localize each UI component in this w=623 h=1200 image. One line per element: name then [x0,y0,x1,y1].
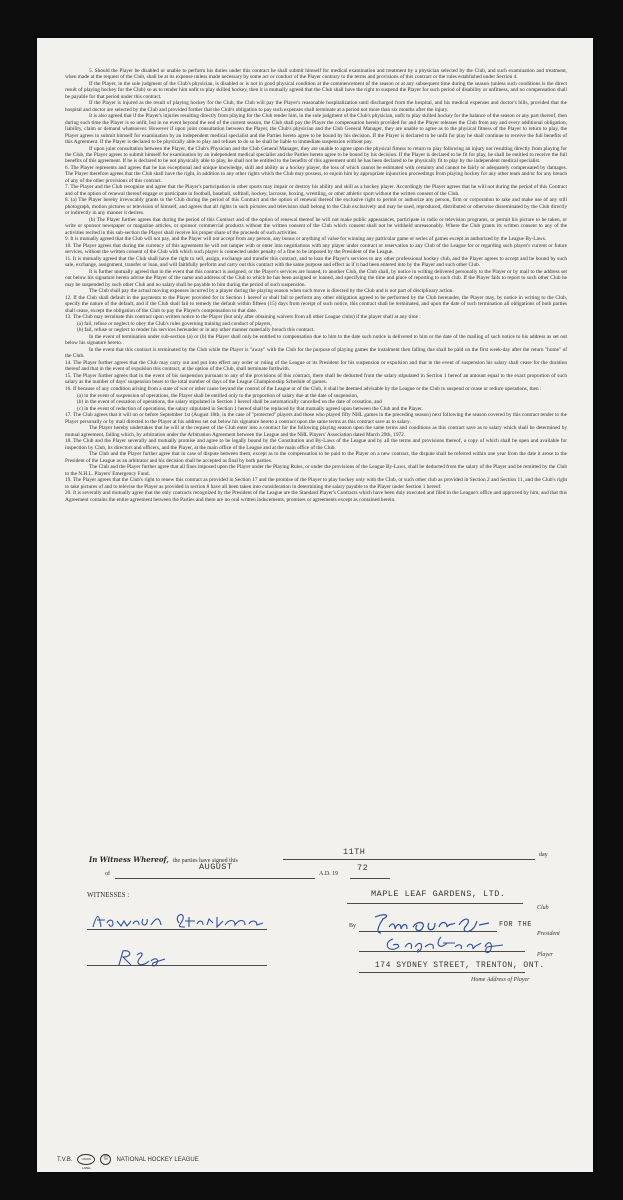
clause-paragraph: 6. The Player represents and agrees that he has exceptional and unique knowledge, skill and ability as a hockey player, the loss of which cannot be estimated with certainty and cannot be fairly or adequately compensated by damages. The Player therefore agrees that the Club shall have the right, in addition to any other rights which the Club may possess, to enjoin him by appropriate injunction proceedings from playing hockey for any other team and/or for any breach of any of the other provisions of this contract. [65,165,567,184]
president-label: President [537,931,560,937]
clause-paragraph: 12. If the Club shall default in the payments to the Player provided for in Section 1 hereof or shall fail to perform any other obligation agreed to be performed by the Club hereunder, the Player may, by notice in writing to the Club, specify the nature of the default, and if the Club shall fail to remedy the default within fifteen (15) days from receipt of such notice, this contract shall be terminated, and upon the date of such termination all obligations of both parties shall cease, except the obligation of the Club to pay the Player's compensation to that date. [65,294,567,314]
month-value: AUGUST [199,862,233,872]
witness-signature-2 [115,947,175,969]
clause-paragraph: (b) fail, refuse or neglect to render his services hereunder or in any other manner materially breach this contract. [77,327,315,334]
clause-paragraph: 13. The Club may terminate this contract upon written notice to the Player (but only after obtaining waivers from all other League clubs) if the player shall at any time : [65,314,421,321]
witness-signature-2-stroke [115,947,175,969]
ad-label: A.D. 19 [319,871,339,877]
year-value: 72 [357,863,369,873]
witness-signature-1 [89,909,269,931]
address-label: Home Address of Player [471,977,530,983]
witnesses-label: WITNESSES : [87,891,130,899]
contract-page [37,38,593,1172]
day-line [283,859,535,860]
by-label: By [349,923,357,929]
club-line [347,903,523,904]
player-signature [383,933,513,955]
year-line [350,878,390,879]
signature-block [65,837,567,1137]
copyright-icon: © [100,1154,111,1165]
address-line [359,972,525,973]
clause-paragraph: (a) fail, refuse or neglect to obey the Club's rules governing training and conduct of players, [77,320,272,327]
clause-paragraph: If the Player, in the sole judgment of the Club's physician, is disabled or is not in good physical condition at the commencement of the season or at any subsequent time during the season (unless such conditions is the direct result of playing hockey for the Club) so as to render him unfit to play skilled hockey, then it is mutually agreed that the Club shall have the right to suspend the Player for such period of disability or unfitness, and no compensation shall be payable for that period under this contract. [65,81,567,100]
clause-paragraph: 17. The Club agrees that it will on or before September 1st (August 10th, in the case of "protected" players and those who played fifty NHL games in the preceding season) next following the season covered by this contract tender to the Player personally or by mail directed to the Player at his address set out below his signature hereto a contract upon the same terms as this contract save as to salary. [65,412,567,425]
clause-paragraph: In the event that this contract is terminated by the Club while the Player is "away" with the Club for the purpose of playing games the instalment then falling due shall be paid on the first week-day after the return "home" of the Club. [65,347,567,360]
clause-paragraph: 10. The Player agrees that during the currency of this agreement he will not tamper with or enter into negotiations with any player under contract or reservation to any Club of the League for or regarding such player's current or future services, without the written consent of the Club with which such player is connected under penalty of a fine to be imposed by the President of the League. [65,242,567,256]
clause-paragraph: 11. It is mutually agreed that the Club shall have the right to sell, assign, exchange and transfer this contract, and to loan the Player's services to any other professional hockey club, and the Player agrees to accept and be bound by such sale, exchange, assignment, transfer or loan, and will faithfully perform and carry out this contract with the same purpose and effect as if it had been entered into by the Player and such other Club. [65,255,567,269]
clause-paragraph: 15. The Player further agrees that in the event of his suspension pursuant to any of the provisions of this contract, there shall be deducted from the salary stipulated in Section 1 hereof an amount equal to the exact proportion of such salary as the number of days' suspension bears to the total number of days of the League Championship Schedule of games. [65,373,567,386]
club-label: Club [537,905,549,911]
witness-signature-1-stroke [89,909,269,931]
clause-paragraph: It is also agreed that if the Player's injuries resulting directly from playing for the Club render him, in the sole judgment of the Club's physician, unfit to play skilled hockey for the balance of the season or any part thereof, then during such time the Player is so unfit, but in no event beyond the end of the current season, the Club shall pay the Player the compensation herein provided for and the Player releases the Club from any and every additional obligation, liability, claim or demand whatsoever. However if upon joint consultation between the Player, the Club's physician and the Club General Manager, they are unable to agree as to the physical fitness of the Player to return to play, the Player agrees to submit himself for examination by an independent medical specialist and the Parties hereto agree to be bound by his decision. If the Player is declared to be unfit for play he shall continue to receive the full benefits of this Agreement. If the Player is declared to be physically able to play and refuses to do so he shall be liable to immediate suspension without pay. [65,113,567,146]
player-signature-stroke [383,933,513,955]
clause-paragraph: 5. Should the Player be disabled or unable to perform his duties under this contract he shall submit himself for medical examination and treatment by a physician selected by the Club, and such examination and treatment, when made at the request of the Club, shall be at its expense unless made necessary by some act or conduct of the Player contrary to the terms and provisions of this contract or the rules established under Section 4. [65,68,567,81]
footer [57,1154,199,1170]
clause-paragraph: 7. The Player and the Club recognize and agree that the Player's participation in other sports may impair or destroy his ability and skill as a hockey player. Accordingly the Player agrees that he will not during the period of this Contract and of the option of renewal thereof engage or participate in football, baseball, softball, hockey, lacrosse, boxing, wrestling, or other athletic sport without the written consent of the Club. [65,184,567,197]
league-name: NATIONAL HOCKEY LEAGUE [116,1156,199,1163]
clause-paragraph: (b) in the event of cessation of operations, the salary stipulated in Section 1 hereof shall be automatically cancelled on the date of cessation, and [77,399,382,406]
clause-paragraph: The Player hereby undertakes that he will at the request of the Club enter into a contract for the following playing season upon the same terms and conditions as this contract save as to salary which shall be determined by mutual agreement, failing which, by arbitration under the Arbitration Agreement between the League and the NHL Players' Association dated March 29th, 1972. [65,425,567,438]
printer-mark: T.V.B. [57,1156,73,1163]
clause-paragraph: The Club and the Player further agree that all fines imposed upon the Player under the Playing Rules, or under the provisions of the League By-Laws, shall be deducted from the salary of the Player and be remitted by the Club to the N.H.L. Players' Emergency Fund. [65,464,567,477]
month-line [115,878,315,879]
clause-paragraph: The Club shall pay the actual moving expenses incurred by a player during the playing season when such move is directed by the Club and is not part of disciplinary action. [89,288,454,295]
clause-paragraph: It is further mutually agreed that in the event that this contract is assigned, or the Player's services are loaned, to another Club, the Club shall, by notice in writing delivered personally to the Player or by mail to the address set out below his signature hereto advise the Player of the name and address of the Club to which he has been assigned or loaned, and specifying the time and place of reporting to such club. If the Player fails to report to such other Club he may be suspended by such other Club and no salary shall be payable to him during the period of such suspension. [65,268,567,288]
clause-paragraph: (a) in the event of suspension of operations, the Player shall be entitled only to the proportion of salary due at the date of suspension, [77,392,359,399]
clause-paragraph: In the event of termination under sub-section (a) or (b) the Player shall only be entitled to compensation due to him to the date such notice is delivered to him or the date of the mailing of such notice to his address as set out below his signature hereto. [65,334,567,347]
club-name: MAPLE LEAF GARDENS, LTD. [371,889,506,899]
witness-phrase: the parties have signed this [172,858,238,864]
clause-paragraph: 8. (a) The Player hereby irrevocably grants to the Club during the period of this Contract and the option of renewal thereof the exclusive right to permit or authorize any person, firm or corporation to take and make use of any still photograph, motion pictures or television of himself, and agrees that all rights in such pictures and television shall belong to the Club exclusively and may be used, reproduced, distributed or otherwise disseminated by the Club directly or indirectly in any manner it desires. [65,197,567,217]
clause-paragraph: 19. The Player agrees that the Club's right to renew this contract as provided in Section 17 and the promise of the Player to play hockey only with the Club, or such other club as provided in Section 2 and Section 11, and the Club's right to take pictures of and to televise the Player as provided in section 8 have all been taken into consideration in determining the salary payable to the Player under Section 1 hereof. [65,477,567,490]
day-value: 11TH [343,847,366,857]
witness-heading: In Witness Whereof, [89,855,169,864]
player-label: Player [537,952,553,958]
clause-paragraph: 14. The Player further agrees that the Club may carry out and put into effect any order or ruling of the League or its President for his suspension or expulsion and that in the event of suspension his salary shall cease for the duration thereof and that in the event of expulsion this contract, at the option of the Club, shall terminate forthwith. [65,360,567,373]
clause-paragraph: The Club and the Player further agree that in case of dispute between them, except as to the compensation to be paid to the Player on a new contract, the dispute shall be referred within one year from the date it arose to the President of the League as an arbitrator and his decision shall be accepted as final by both parties. [65,451,567,464]
clause-paragraph: If upon joint consultation between the Player, the Club's Physician and the Club General Manager, they are unable to agree upon the physical fitness to return to play following an injury not resulting directly from playing for the Club, the Player agrees to submit himself for examination by an independent medical specialist and the Parties hereto agree to be bound by his decision. If the Player is declared to be fit for play, he shall be entitled to receive the full benefits of this agreement. If he is declared to be not physically able to play, he shall not be entitled to the benefits of this agreement until he has been declared to be physically fit to play by the independent medical specialist. [65,145,567,165]
for-the-label: FOR THE [499,921,532,929]
union-label-icon: UNION LABEL [77,1154,95,1165]
witness-line-2 [87,965,267,966]
day-label: day [539,852,548,858]
of-label: of [105,871,110,877]
clause-paragraph: 20. It is severally and mutually agree that the only contracts recognized by the President of the League are the Standard Player's Contracts which have been duly executed and filed in the League's office and approved by him, and that this Agreement contains the entire agreement between the Parties and there are no oral written inducements, promises or agreements except as contained herein. [65,490,567,503]
clause-paragraph: (c) in the event of reduction of operations, the salary stipulated in Section 1 hereof shall be replaced by that mutually agreed upon between the Club and the Player. [77,405,423,412]
clause-paragraph: 18. The Club and the Player severally and mutually promise and agree to be legally bound by the Constitution and By-Laws of the League and by all the terms and provisions thereof, a copy of which shall be open and available for inspection by Club, its directors and officers, and the Player, at the main office of the League and at the main office of the Club. [65,438,567,451]
clause-paragraph: 9. It is mutually agreed that the Club will not pay, and the Player will not accept from any person, any bonus or anything of value for winning any particular game or series of games except as authorized by the League By-Laws. [65,236,547,243]
player-address: 174 SYDNEY STREET, TRENTON, ONT. [375,961,545,970]
clause-paragraph: If the Player is injured as the result of playing hockey for the Club, the Club will pay the Player's reasonable hospitalization until discharged from the hospital, and his medical expenses and doctor's bills, provided that the hospital and doctor are selected by the Club and provided further that the Club's obligation to pay such expenses shall terminate at a period not more than six months after the injury. [65,100,567,113]
clause-paragraph: (b) The Player further agrees that during the period of this Contract and of the option of renewal thereof he will not make public appearances, participate in radio or television programs, or permit his picture to be taken, or write or sponsor newspaper or magazine articles, or sponsor commercial products without the written consent of the Club which consent shall not be withheld unreasonably. Where the Club grants its written consent to any of the activities recited in this sub-section the Player shall receive his proper share of the proceeds of such activities. [65,216,567,236]
clause-paragraph: 16. If because of any condition arising from a state of war or other cause beyond the control of the League or of the Club, it shall be deemed advisable by the League or the Club to suspend or cease or reduce operations, then : [65,386,542,393]
